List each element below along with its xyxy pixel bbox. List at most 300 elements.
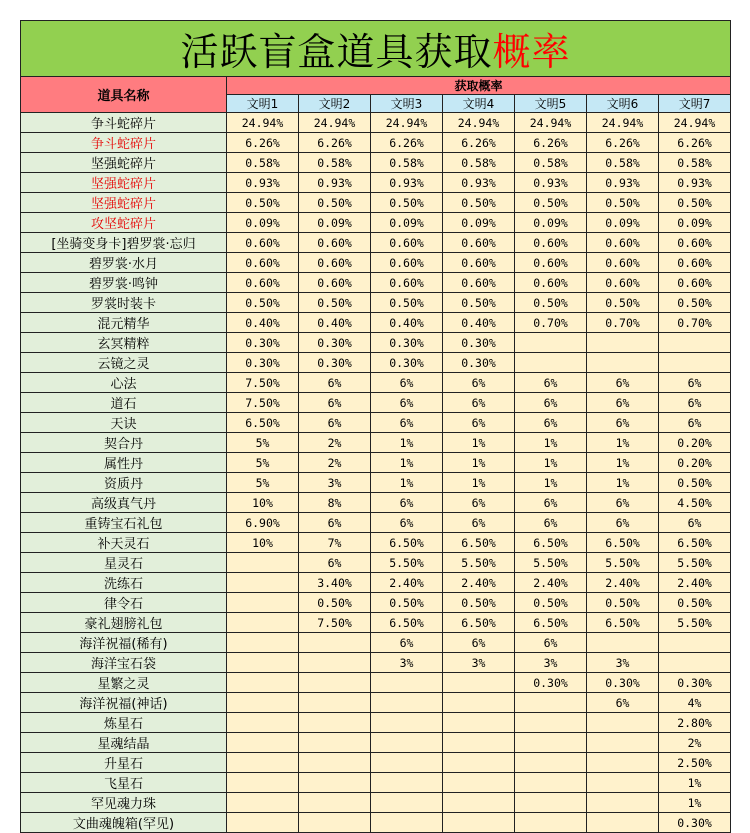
table-row: [21, 213, 731, 233]
probability-cell: [227, 693, 299, 713]
item-name: 契合丹: [21, 433, 227, 453]
probability-cell: 2.40%: [587, 573, 659, 593]
civ-header-7: 文明7: [659, 95, 731, 113]
probability-cell: 0.40%: [299, 313, 371, 333]
table-row: [21, 493, 731, 513]
probability-cell: 6%: [299, 393, 371, 413]
probability-cell: 0.93%: [659, 173, 731, 193]
item-name: 重铸宝石礼包: [21, 513, 227, 533]
probability-cell: 0.93%: [443, 173, 515, 193]
table-row: [21, 293, 731, 313]
probability-cell: 0.50%: [515, 593, 587, 613]
item-name: 坚强蛇碎片: [21, 173, 227, 193]
title-highlight: 概率: [492, 30, 571, 74]
probability-cell: [227, 653, 299, 673]
probability-cell: 0.09%: [659, 213, 731, 233]
probability-cell: 6.50%: [227, 413, 299, 433]
probability-cell: 6%: [587, 693, 659, 713]
probability-cell: 1%: [587, 473, 659, 493]
probability-cell: 6.26%: [299, 133, 371, 153]
probability-cell: 10%: [227, 533, 299, 553]
probability-cell: 0.50%: [659, 193, 731, 213]
item-name: 心法: [21, 373, 227, 393]
probability-cell: 3%: [587, 653, 659, 673]
header-row-1: [21, 77, 731, 95]
probability-cell: [299, 813, 371, 833]
table-row: [21, 113, 731, 133]
probability-cell: 6%: [659, 373, 731, 393]
probability-cell: 2%: [299, 453, 371, 473]
item-name: 攻坚蛇碎片: [21, 213, 227, 233]
probability-cell: 6%: [443, 633, 515, 653]
probability-cell: 0.50%: [299, 193, 371, 213]
probability-cell: [587, 333, 659, 353]
probability-cell: 0.58%: [659, 153, 731, 173]
probability-cell: 0.20%: [659, 433, 731, 453]
probability-cell: [515, 693, 587, 713]
probability-cell: 0.09%: [443, 213, 515, 233]
item-name: 坚强蛇碎片: [21, 193, 227, 213]
probability-cell: 0.58%: [587, 153, 659, 173]
probability-cell: [587, 773, 659, 793]
item-name: [坐骑变身卡]碧罗裳·忘归: [21, 233, 227, 253]
table-row: [21, 673, 731, 693]
probability-cell: [443, 753, 515, 773]
probability-cell: 0.60%: [371, 233, 443, 253]
probability-cell: 6.50%: [443, 533, 515, 553]
civ-header-6: 文明6: [587, 95, 659, 113]
probability-cell: 10%: [227, 493, 299, 513]
probability-cell: 0.93%: [299, 173, 371, 193]
probability-cell: [227, 573, 299, 593]
probability-cell: [371, 793, 443, 813]
probability-cell: 0.09%: [515, 213, 587, 233]
probability-cell: [227, 813, 299, 833]
probability-cell: [443, 693, 515, 713]
probability-cell: 0.70%: [515, 313, 587, 333]
probability-cell: 6%: [299, 373, 371, 393]
probability-cell: 0.60%: [299, 273, 371, 293]
probability-cell: 7.50%: [227, 373, 299, 393]
probability-cell: 0.60%: [443, 253, 515, 273]
probability-cell: 0.09%: [227, 213, 299, 233]
probability-cell: [443, 713, 515, 733]
probability-cell: [371, 773, 443, 793]
probability-cell: 3.40%: [299, 573, 371, 593]
probability-cell: 0.20%: [659, 453, 731, 473]
probability-cell: [587, 353, 659, 373]
probability-cell: 0.93%: [227, 173, 299, 193]
probability-cell: [515, 353, 587, 373]
probability-cell: 6.26%: [659, 133, 731, 153]
probability-cell: 0.09%: [587, 213, 659, 233]
probability-cell: 5.50%: [371, 553, 443, 573]
probability-cell: 24.94%: [587, 113, 659, 133]
probability-cell: 0.30%: [299, 353, 371, 373]
probability-cell: 6%: [587, 493, 659, 513]
probability-cell: 2%: [299, 433, 371, 453]
civ-header-2: 文明2: [299, 95, 371, 113]
probability-cell: 6%: [515, 413, 587, 433]
probability-cell: [371, 753, 443, 773]
probability-cell: 0.60%: [659, 253, 731, 273]
item-name: 坚强蛇碎片: [21, 153, 227, 173]
table-row: [21, 413, 731, 433]
probability-cell: 5%: [227, 453, 299, 473]
probability-cell: 0.60%: [443, 233, 515, 253]
probability-cell: 6.50%: [659, 533, 731, 553]
probability-cell: [227, 673, 299, 693]
probability-cell: 0.93%: [371, 173, 443, 193]
probability-cell: [443, 793, 515, 813]
probability-cell: [299, 653, 371, 673]
item-name: 云镜之灵: [21, 353, 227, 373]
probability-cell: 2.40%: [659, 573, 731, 593]
probability-cell: 6%: [299, 413, 371, 433]
probability-cell: 0.40%: [371, 313, 443, 333]
probability-cell: 0.50%: [515, 293, 587, 313]
probability-cell: 5.50%: [659, 553, 731, 573]
probability-cell: 0.30%: [227, 353, 299, 373]
table-row: [21, 433, 731, 453]
probability-cell: 6.50%: [587, 613, 659, 633]
probability-cell: 1%: [659, 773, 731, 793]
probability-cell: 6%: [443, 513, 515, 533]
probability-cell: 0.60%: [515, 273, 587, 293]
probability-cell: 0.50%: [299, 293, 371, 313]
item-name: 飞星石: [21, 773, 227, 793]
probability-cell: 6.50%: [443, 613, 515, 633]
probability-cell: 0.30%: [443, 353, 515, 373]
probability-cell: [227, 613, 299, 633]
table-row: [21, 813, 731, 833]
probability-cell: 0.60%: [299, 253, 371, 273]
probability-cell: 6.26%: [515, 133, 587, 153]
table-row: [21, 253, 731, 273]
probability-cell: 1%: [515, 433, 587, 453]
probability-cell: 6%: [659, 413, 731, 433]
probability-cell: 0.30%: [659, 813, 731, 833]
item-name: 星繁之灵: [21, 673, 227, 693]
probability-cell: 0.60%: [371, 253, 443, 273]
probability-cell: 0.93%: [515, 173, 587, 193]
table-row: [21, 373, 731, 393]
table-row: [21, 153, 731, 173]
item-name: 律令石: [21, 593, 227, 613]
probability-cell: 0.40%: [443, 313, 515, 333]
probability-cell: 6%: [371, 633, 443, 653]
probability-cell: 6%: [299, 513, 371, 533]
table-row: [21, 173, 731, 193]
probability-cell: 6.50%: [371, 613, 443, 633]
item-name: 文曲魂魄箱(罕见): [21, 813, 227, 833]
table-row: [21, 533, 731, 553]
probability-cell: 0.60%: [659, 273, 731, 293]
probability-cell: [299, 713, 371, 733]
probability-cell: 0.50%: [659, 293, 731, 313]
item-name: 罗裳时装卡: [21, 293, 227, 313]
probability-cell: 1%: [371, 433, 443, 453]
probability-cell: 0.30%: [299, 333, 371, 353]
probability-cell: 6.26%: [587, 133, 659, 153]
probability-cell: 0.30%: [371, 353, 443, 373]
probability-cell: 6.26%: [371, 133, 443, 153]
civ-header-5: 文明5: [515, 95, 587, 113]
table-row: [21, 573, 731, 593]
table-row: [21, 453, 731, 473]
probability-cell: 1%: [515, 473, 587, 493]
probability-cell: 6%: [587, 373, 659, 393]
probability-cell: [299, 673, 371, 693]
item-name: 碧罗裳·鸣钟: [21, 273, 227, 293]
probability-cell: [515, 733, 587, 753]
probability-cell: [443, 813, 515, 833]
probability-cell: [299, 773, 371, 793]
table-row: [21, 773, 731, 793]
probability-cell: 0.30%: [371, 333, 443, 353]
probability-cell: [371, 713, 443, 733]
probability-cell: [443, 673, 515, 693]
item-name: 玄冥精粹: [21, 333, 227, 353]
probability-cell: 0.50%: [659, 593, 731, 613]
probability-cell: 1%: [515, 453, 587, 473]
table-row: [21, 553, 731, 573]
item-name: 道石: [21, 393, 227, 413]
probability-cell: 0.30%: [227, 333, 299, 353]
probability-cell: 3%: [443, 653, 515, 673]
table-row: [21, 133, 731, 153]
probability-cell: 0.60%: [227, 273, 299, 293]
probability-cell: [299, 633, 371, 653]
probability-cell: [371, 813, 443, 833]
probability-cell: 6%: [587, 513, 659, 533]
item-name: 属性丹: [21, 453, 227, 473]
probability-cell: [227, 593, 299, 613]
probability-cell: [515, 713, 587, 733]
probability-cell: 5.50%: [443, 553, 515, 573]
probability-cell: 1%: [587, 433, 659, 453]
probability-cell: 6%: [443, 493, 515, 513]
probability-cell: [515, 753, 587, 773]
probability-cell: 6%: [515, 373, 587, 393]
probability-cell: 3%: [371, 653, 443, 673]
table-row: [21, 353, 731, 373]
item-name: 混元精华: [21, 313, 227, 333]
item-name: 豪礼翅膀礼包: [21, 613, 227, 633]
probability-cell: 4%: [659, 693, 731, 713]
item-name: 补天灵石: [21, 533, 227, 553]
probability-cell: 0.50%: [587, 593, 659, 613]
table-row: [21, 733, 731, 753]
probability-cell: [659, 333, 731, 353]
probability-cell: 6.90%: [227, 513, 299, 533]
probability-cell: 5.50%: [515, 553, 587, 573]
probability-cell: [227, 633, 299, 653]
probability-cell: 0.70%: [587, 313, 659, 333]
table-row: [21, 693, 731, 713]
probability-cell: 0.50%: [515, 193, 587, 213]
probability-cell: 1%: [587, 453, 659, 473]
civ-header-4: 文明4: [443, 95, 515, 113]
table-row: [21, 473, 731, 493]
probability-cell: 0.50%: [659, 473, 731, 493]
item-name: 资质丹: [21, 473, 227, 493]
probability-cell: [227, 733, 299, 753]
probability-cell: [371, 693, 443, 713]
probability-cell: 0.50%: [299, 593, 371, 613]
probability-cell: 6%: [515, 393, 587, 413]
probability-cell: [299, 753, 371, 773]
probability-cell: [227, 793, 299, 813]
probability-cell: [227, 553, 299, 573]
probability-cell: 0.60%: [587, 233, 659, 253]
probability-cell: 0.50%: [371, 293, 443, 313]
probability-cell: 0.58%: [371, 153, 443, 173]
probability-cell: 0.60%: [515, 233, 587, 253]
probability-cell: 0.50%: [371, 593, 443, 613]
probability-cell: 6%: [659, 513, 731, 533]
item-name: 高级真气丹: [21, 493, 227, 513]
probability-cell: [443, 773, 515, 793]
probability-cell: 0.58%: [443, 153, 515, 173]
probability-cell: 7%: [299, 533, 371, 553]
probability-cell: [587, 793, 659, 813]
item-name: 争斗蛇碎片: [21, 113, 227, 133]
probability-cell: 6.26%: [443, 133, 515, 153]
probability-cell: 0.30%: [443, 333, 515, 353]
probability-cell: 1%: [443, 473, 515, 493]
probability-cell: 24.94%: [659, 113, 731, 133]
probability-cell: [659, 633, 731, 653]
probability-cell: 2.40%: [515, 573, 587, 593]
probability-cell: 0.58%: [299, 153, 371, 173]
probability-cell: 0.60%: [227, 253, 299, 273]
probability-cell: 0.60%: [299, 233, 371, 253]
probability-cell: [299, 793, 371, 813]
probability-cell: 4.50%: [659, 493, 731, 513]
probability-cell: 2.40%: [443, 573, 515, 593]
item-name: 争斗蛇碎片: [21, 133, 227, 153]
probability-cell: 0.50%: [227, 193, 299, 213]
probability-cell: 0.60%: [443, 273, 515, 293]
probability-cell: 6%: [515, 493, 587, 513]
probability-cell: 24.94%: [443, 113, 515, 133]
probability-cell: [515, 813, 587, 833]
probability-cell: [299, 693, 371, 713]
probability-cell: 0.40%: [227, 313, 299, 333]
probability-cell: 5%: [227, 473, 299, 493]
probability-cell: [659, 353, 731, 373]
probability-cell: 0.50%: [443, 593, 515, 613]
probability-header: 获取概率: [227, 77, 731, 95]
probability-cell: 0.09%: [371, 213, 443, 233]
probability-cell: [587, 753, 659, 773]
probability-cell: [443, 733, 515, 753]
probability-cell: 0.50%: [443, 293, 515, 313]
probability-cell: 6%: [371, 373, 443, 393]
table-row: [21, 753, 731, 773]
probability-cell: 5%: [227, 433, 299, 453]
probability-cell: 6%: [371, 493, 443, 513]
probability-table: [20, 20, 731, 833]
probability-cell: 6.50%: [515, 533, 587, 553]
item-name: 碧罗裳·水月: [21, 253, 227, 273]
table-row: [21, 633, 731, 653]
probability-cell: [587, 813, 659, 833]
probability-cell: 6%: [515, 633, 587, 653]
probability-cell: 6%: [587, 413, 659, 433]
probability-cell: [371, 673, 443, 693]
probability-cell: 6.50%: [587, 533, 659, 553]
probability-cell: 0.58%: [227, 153, 299, 173]
probability-cell: 0.58%: [515, 153, 587, 173]
probability-cell: 6.26%: [227, 133, 299, 153]
probability-cell: 6%: [515, 513, 587, 533]
probability-cell: 1%: [659, 793, 731, 813]
probability-cell: 0.60%: [371, 273, 443, 293]
table-row: [21, 393, 731, 413]
item-name: 星灵石: [21, 553, 227, 573]
probability-cell: 0.09%: [299, 213, 371, 233]
item-name: 罕见魂力珠: [21, 793, 227, 813]
probability-cell: 2.80%: [659, 713, 731, 733]
table-row: [21, 613, 731, 633]
table-row: [21, 313, 731, 333]
probability-cell: [227, 713, 299, 733]
table-row: [21, 233, 731, 253]
probability-cell: 24.94%: [371, 113, 443, 133]
probability-cell: 0.50%: [227, 293, 299, 313]
probability-cell: [371, 733, 443, 753]
probability-cell: [515, 793, 587, 813]
probability-cell: 7.50%: [299, 613, 371, 633]
probability-cell: 0.50%: [371, 193, 443, 213]
probability-cell: 24.94%: [515, 113, 587, 133]
item-name: 海洋祝福(神话): [21, 693, 227, 713]
probability-cell: 7.50%: [227, 393, 299, 413]
probability-cell: [227, 773, 299, 793]
item-name: 洗练石: [21, 573, 227, 593]
table-row: [21, 593, 731, 613]
probability-cell: 6.50%: [515, 613, 587, 633]
probability-cell: 0.93%: [587, 173, 659, 193]
probability-cell: 6%: [299, 553, 371, 573]
probability-cell: 6%: [443, 373, 515, 393]
probability-cell: 1%: [371, 473, 443, 493]
probability-cell: 0.60%: [587, 273, 659, 293]
probability-cell: 2.40%: [371, 573, 443, 593]
table-row: [21, 653, 731, 673]
probability-cell: [587, 733, 659, 753]
probability-cell: 3%: [515, 653, 587, 673]
probability-cell: [515, 773, 587, 793]
probability-cell: 1%: [443, 433, 515, 453]
item-name: 海洋祝福(稀有): [21, 633, 227, 653]
probability-cell: [299, 733, 371, 753]
probability-cell: 6%: [587, 393, 659, 413]
probability-cell: [515, 333, 587, 353]
probability-cell: 1%: [371, 453, 443, 473]
item-name: 炼星石: [21, 713, 227, 733]
probability-cell: 0.60%: [227, 233, 299, 253]
probability-cell: 6%: [443, 393, 515, 413]
probability-cell: 0.50%: [443, 193, 515, 213]
item-name-header: 道具名称: [21, 77, 227, 113]
table-row: [21, 513, 731, 533]
probability-cell: [587, 713, 659, 733]
civ-header-3: 文明3: [371, 95, 443, 113]
probability-cell: 1%: [443, 453, 515, 473]
